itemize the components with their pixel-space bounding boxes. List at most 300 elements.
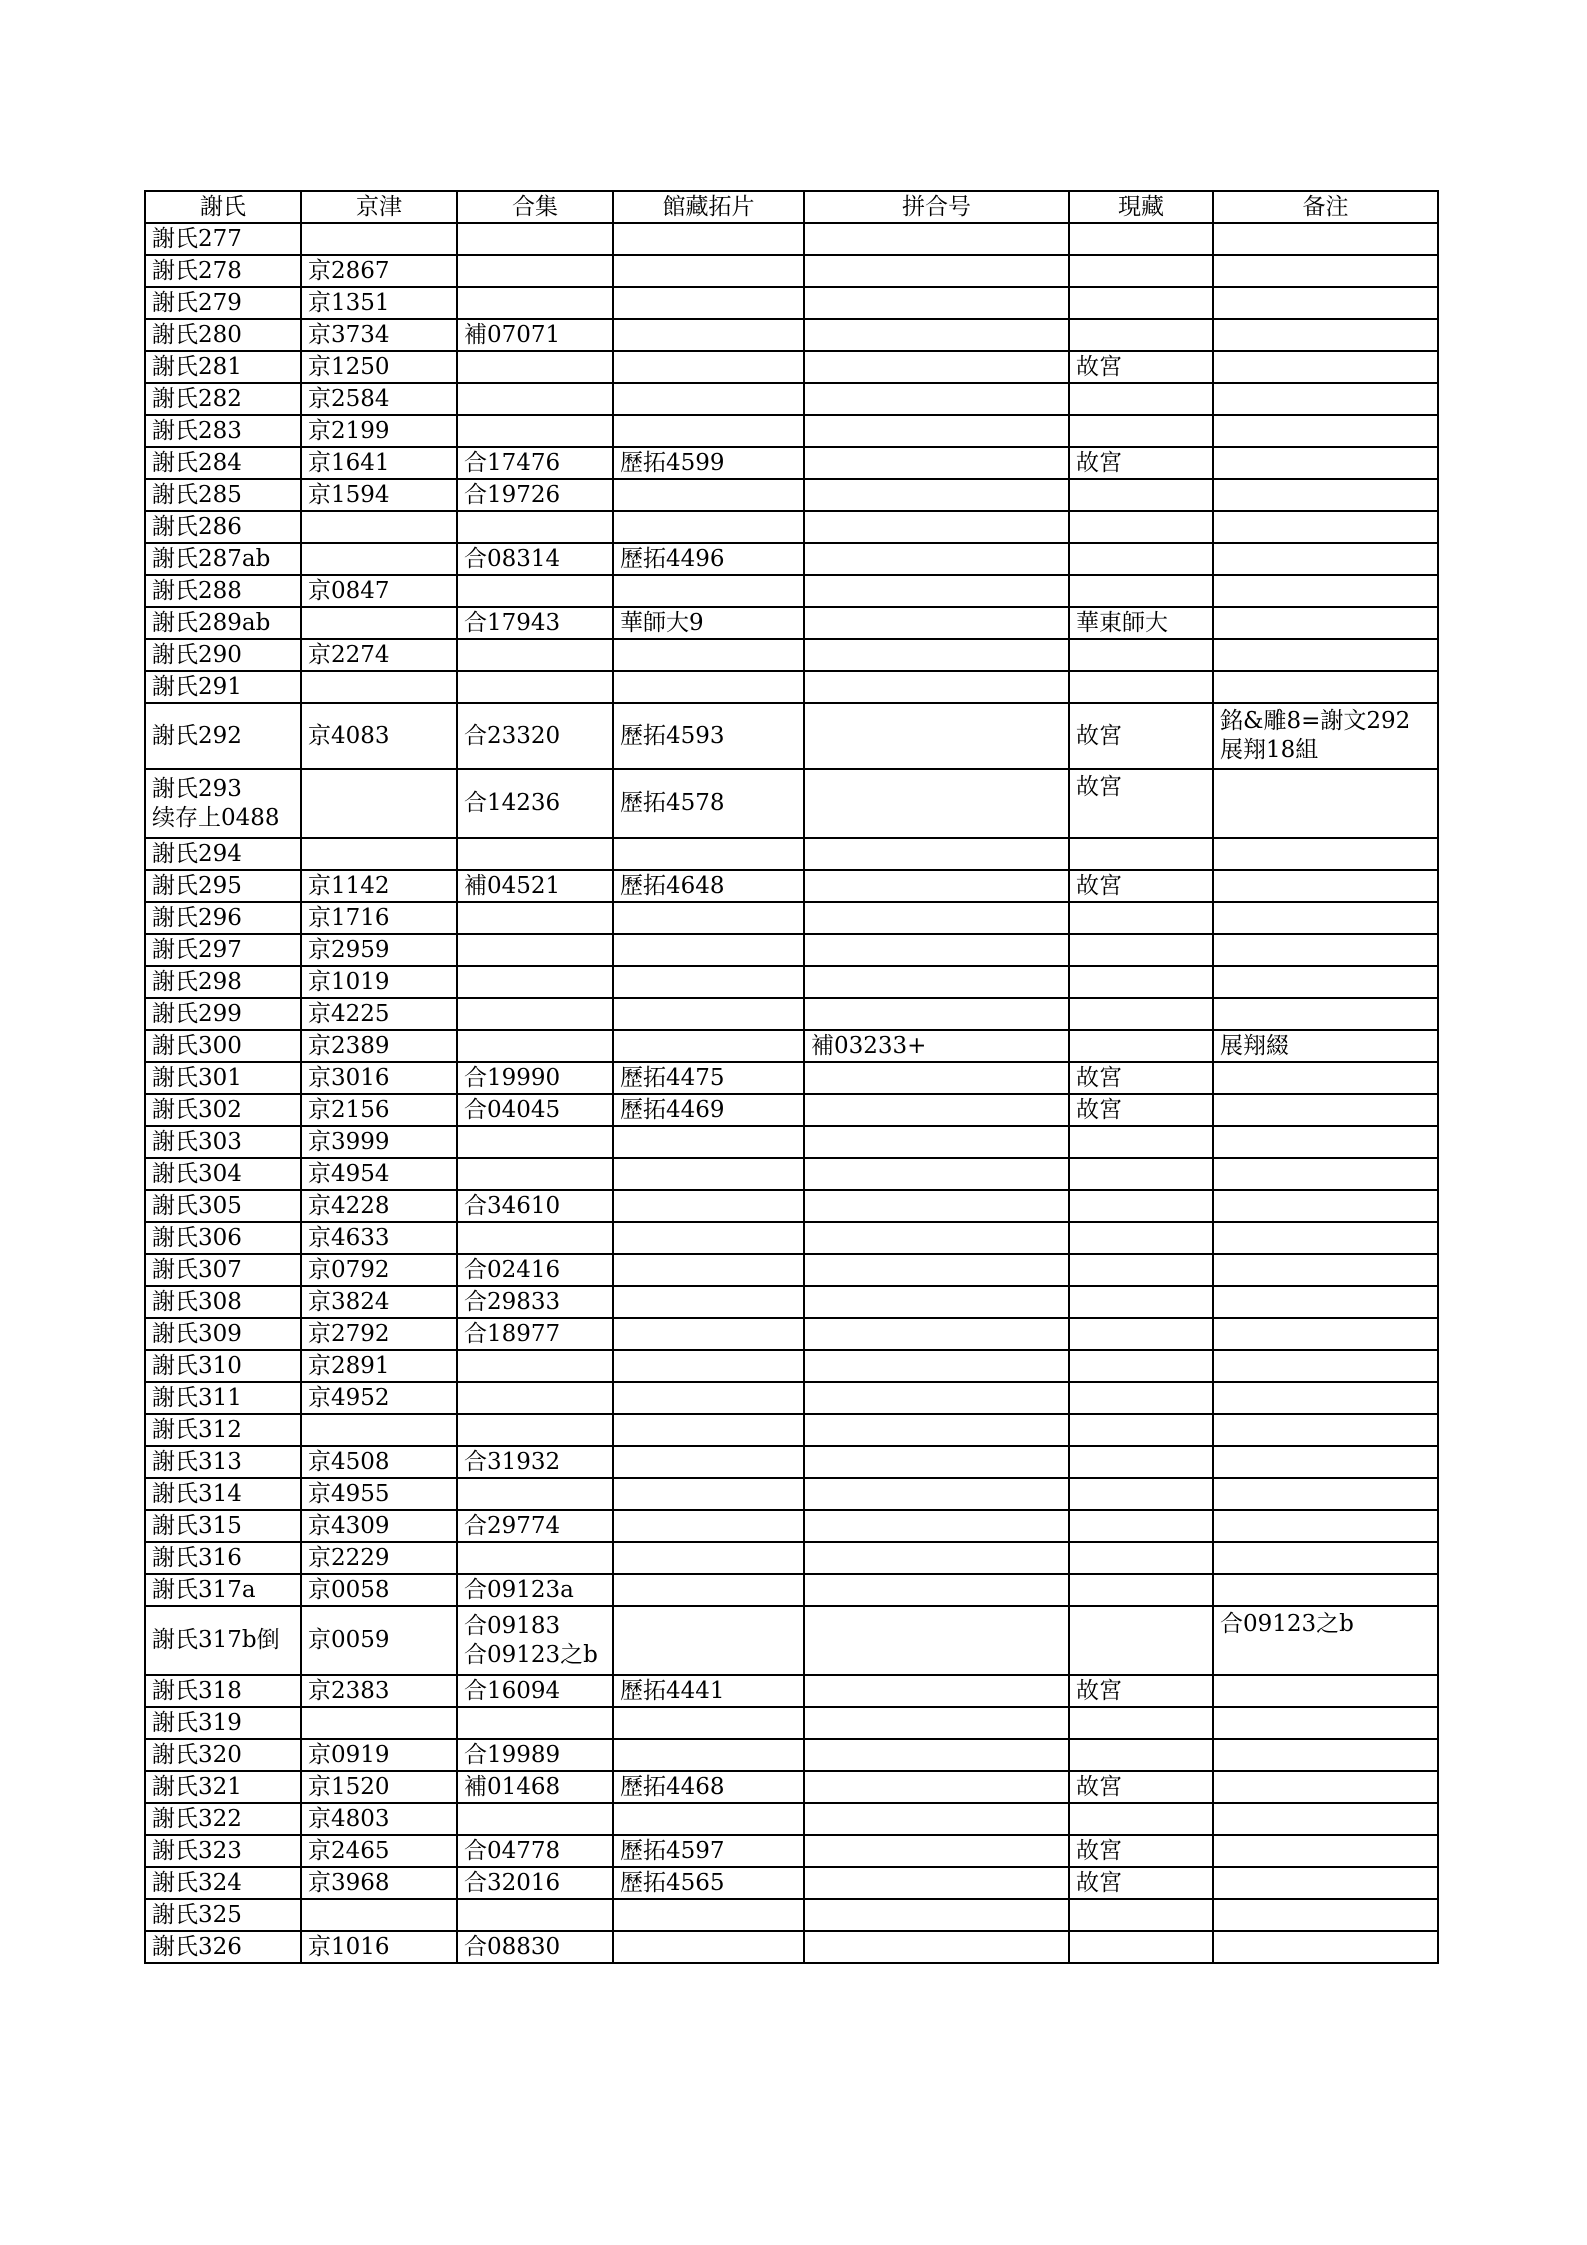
beizhu-cell xyxy=(1213,1771,1438,1803)
beizhu-cell xyxy=(1213,1899,1438,1931)
pinhe-cell xyxy=(804,1254,1069,1286)
guancang-cell xyxy=(613,639,804,671)
guancang-cell xyxy=(613,1542,804,1574)
guancang-cell: 華師大9 xyxy=(613,607,804,639)
cell-line: 续存上0488 xyxy=(152,804,280,831)
beizhu-cell xyxy=(1213,934,1438,966)
heji-cell: 合17943 xyxy=(457,607,613,639)
table-row xyxy=(145,934,1438,966)
beizhu-cell xyxy=(1213,1675,1438,1707)
guancang-cell xyxy=(613,671,804,703)
xieshi-cell: 謝氏308 xyxy=(145,1286,301,1318)
xieshi-cell: 謝氏281 xyxy=(145,351,301,383)
table-row xyxy=(145,1126,1438,1158)
guancang-cell xyxy=(613,1803,804,1835)
table-row xyxy=(145,1446,1438,1478)
table-row xyxy=(145,1478,1438,1510)
xieshi-cell: 謝氏292 xyxy=(145,703,301,769)
table-row xyxy=(145,1286,1438,1318)
xieshi-cell: 謝氏303 xyxy=(145,1126,301,1158)
heji-cell xyxy=(457,1899,613,1931)
table-row xyxy=(145,1094,1438,1126)
pinhe-cell xyxy=(804,1382,1069,1414)
pinhe-cell xyxy=(804,1126,1069,1158)
heji-cell xyxy=(457,934,613,966)
jingjin-cell: 京4508 xyxy=(301,1446,457,1478)
xiancang-cell xyxy=(1069,1350,1213,1382)
table-row xyxy=(145,1414,1438,1446)
heji-cell xyxy=(457,1542,613,1574)
heji-cell xyxy=(457,998,613,1030)
xieshi-cell: 謝氏283 xyxy=(145,415,301,447)
xieshi-cell: 謝氏307 xyxy=(145,1254,301,1286)
jingjin-cell xyxy=(301,769,457,838)
guancang-cell xyxy=(613,511,804,543)
beizhu-cell xyxy=(1213,607,1438,639)
xieshi-cell: 謝氏313 xyxy=(145,1446,301,1478)
xieshi-cell: 謝氏278 xyxy=(145,255,301,287)
guancang-cell xyxy=(613,998,804,1030)
xiancang-cell xyxy=(1069,479,1213,511)
xieshi-cell: 謝氏304 xyxy=(145,1158,301,1190)
xiancang-cell: 故宮 xyxy=(1069,1675,1213,1707)
jingjin-cell: 京2156 xyxy=(301,1094,457,1126)
xiancang-cell xyxy=(1069,287,1213,319)
table-row xyxy=(145,447,1438,479)
table-row xyxy=(145,543,1438,575)
guancang-cell xyxy=(613,1254,804,1286)
beizhu-cell xyxy=(1213,769,1438,838)
heji-cell xyxy=(457,575,613,607)
beizhu-cell xyxy=(1213,1478,1438,1510)
xieshi-cell: 謝氏289ab xyxy=(145,607,301,639)
jingjin-cell: 京3968 xyxy=(301,1867,457,1899)
jingjin-cell: 京4225 xyxy=(301,998,457,1030)
pinhe-cell xyxy=(804,639,1069,671)
beizhu-cell xyxy=(1213,543,1438,575)
heji-cell: 合02416 xyxy=(457,1254,613,1286)
jingjin-cell: 京1019 xyxy=(301,966,457,998)
xieshi-cell: 謝氏309 xyxy=(145,1318,301,1350)
heji-cell xyxy=(457,287,613,319)
jingjin-cell: 京2389 xyxy=(301,1030,457,1062)
table-row xyxy=(145,966,1438,998)
pinhe-cell xyxy=(804,870,1069,902)
guancang-cell xyxy=(613,383,804,415)
jingjin-cell: 京2274 xyxy=(301,639,457,671)
guancang-cell xyxy=(613,415,804,447)
table-row xyxy=(145,575,1438,607)
beizhu-cell xyxy=(1213,838,1438,870)
header-xiancang: 現藏 xyxy=(1069,191,1213,223)
jingjin-cell: 京2891 xyxy=(301,1350,457,1382)
guancang-cell: 歷拓4468 xyxy=(613,1771,804,1803)
heji-cell xyxy=(457,1382,613,1414)
xieshi-cell: 謝氏295 xyxy=(145,870,301,902)
jingjin-cell: 京4952 xyxy=(301,1382,457,1414)
pinhe-cell xyxy=(804,1675,1069,1707)
xieshi-cell: 謝氏305 xyxy=(145,1190,301,1222)
pinhe-cell xyxy=(804,255,1069,287)
heji-cell xyxy=(457,902,613,934)
table-row xyxy=(145,1771,1438,1803)
jingjin-cell: 京2383 xyxy=(301,1675,457,1707)
guancang-cell: 歷拓4441 xyxy=(613,1675,804,1707)
xieshi-cell: 謝氏296 xyxy=(145,902,301,934)
xiancang-cell xyxy=(1069,1931,1213,1963)
jingjin-cell: 京0792 xyxy=(301,1254,457,1286)
pinhe-cell xyxy=(804,934,1069,966)
xiancang-cell xyxy=(1069,1382,1213,1414)
heji-cell: 合08830 xyxy=(457,1931,613,1963)
guancang-cell xyxy=(613,934,804,966)
xiancang-cell xyxy=(1069,1254,1213,1286)
guancang-cell xyxy=(613,902,804,934)
xieshi-cell: 謝氏301 xyxy=(145,1062,301,1094)
beizhu-cell xyxy=(1213,1350,1438,1382)
guancang-cell xyxy=(613,1707,804,1739)
heji-cell: 合18977 xyxy=(457,1318,613,1350)
jingjin-cell xyxy=(301,1707,457,1739)
pinhe-cell xyxy=(804,319,1069,351)
heji-cell xyxy=(457,671,613,703)
pinhe-cell xyxy=(804,1606,1069,1675)
pinhe-cell xyxy=(804,383,1069,415)
xieshi-cell: 謝氏311 xyxy=(145,1382,301,1414)
guancang-cell xyxy=(613,1574,804,1606)
table-row xyxy=(145,703,1438,769)
beizhu-cell: 展翔綴 xyxy=(1213,1030,1438,1062)
jingjin-cell: 京3734 xyxy=(301,319,457,351)
table-row xyxy=(145,1606,1438,1675)
table-row xyxy=(145,1158,1438,1190)
xiancang-cell xyxy=(1069,1739,1213,1771)
xiancang-cell: 故宮 xyxy=(1069,769,1213,838)
xieshi-cell: 謝氏279 xyxy=(145,287,301,319)
beizhu-cell xyxy=(1213,966,1438,998)
table-row xyxy=(145,1574,1438,1606)
guancang-cell xyxy=(613,319,804,351)
header-guancang-tapian: 館藏拓片 xyxy=(613,191,804,223)
guancang-cell xyxy=(613,1350,804,1382)
heji-cell: 合29833 xyxy=(457,1286,613,1318)
cell-line: 銘&雕8=謝文292 xyxy=(1220,708,1411,734)
xiancang-cell xyxy=(1069,415,1213,447)
xiancang-cell xyxy=(1069,1190,1213,1222)
guancang-cell xyxy=(613,1158,804,1190)
table-row xyxy=(145,1382,1438,1414)
pinhe-cell xyxy=(804,511,1069,543)
guancang-cell: 歷拓4475 xyxy=(613,1062,804,1094)
heji-cell: 合23320 xyxy=(457,703,613,769)
table-row xyxy=(145,1707,1438,1739)
table-row xyxy=(145,319,1438,351)
guancang-cell xyxy=(613,838,804,870)
jingjin-cell xyxy=(301,838,457,870)
xiancang-cell xyxy=(1069,319,1213,351)
pinhe-cell xyxy=(804,838,1069,870)
beizhu-cell xyxy=(1213,1254,1438,1286)
guancang-cell: 歷拓4599 xyxy=(613,447,804,479)
jingjin-cell xyxy=(301,511,457,543)
xiancang-cell: 故宮 xyxy=(1069,447,1213,479)
beizhu-cell xyxy=(1213,1382,1438,1414)
guancang-cell xyxy=(613,287,804,319)
beizhu-cell xyxy=(1213,1803,1438,1835)
beizhu-cell xyxy=(1213,319,1438,351)
table-row xyxy=(145,479,1438,511)
pinhe-cell xyxy=(804,671,1069,703)
cell-line: 謝氏293 xyxy=(152,775,242,802)
pinhe-cell xyxy=(804,287,1069,319)
xieshi-cell: 謝氏326 xyxy=(145,1931,301,1963)
jingjin-cell: 京2199 xyxy=(301,415,457,447)
xiancang-cell xyxy=(1069,1318,1213,1350)
heji-cell xyxy=(457,1803,613,1835)
table-row xyxy=(145,870,1438,902)
beizhu-cell xyxy=(1213,351,1438,383)
jingjin-cell: 京2229 xyxy=(301,1542,457,1574)
guancang-cell xyxy=(613,1739,804,1771)
heji-cell: 合08314 xyxy=(457,543,613,575)
pinhe-cell xyxy=(804,1835,1069,1867)
jingjin-cell: 京0059 xyxy=(301,1606,457,1675)
beizhu-cell xyxy=(1213,1094,1438,1126)
jingjin-cell: 京1142 xyxy=(301,870,457,902)
beizhu-cell xyxy=(1213,1739,1438,1771)
table-row xyxy=(145,1542,1438,1574)
xiancang-cell xyxy=(1069,1030,1213,1062)
table-row xyxy=(145,1030,1438,1062)
pinhe-cell xyxy=(804,1190,1069,1222)
xiancang-cell xyxy=(1069,1574,1213,1606)
xiancang-cell xyxy=(1069,838,1213,870)
heji-cell: 合04778 xyxy=(457,1835,613,1867)
table-row xyxy=(145,1062,1438,1094)
xiancang-cell xyxy=(1069,1286,1213,1318)
xiancang-cell xyxy=(1069,1803,1213,1835)
heji-cell: 合19726 xyxy=(457,479,613,511)
table-row xyxy=(145,511,1438,543)
xieshi-cell: 謝氏321 xyxy=(145,1771,301,1803)
table-row xyxy=(145,383,1438,415)
jingjin-cell: 京3016 xyxy=(301,1062,457,1094)
beizhu-cell xyxy=(1213,1190,1438,1222)
xieshi-cell: 謝氏323 xyxy=(145,1835,301,1867)
pinhe-cell xyxy=(804,1062,1069,1094)
pinhe-cell xyxy=(804,1803,1069,1835)
xiancang-cell: 故宮 xyxy=(1069,1771,1213,1803)
xiancang-cell xyxy=(1069,543,1213,575)
xieshi-cell: 謝氏317b倒 xyxy=(145,1606,301,1675)
guancang-cell xyxy=(613,575,804,607)
heji-cell xyxy=(457,255,613,287)
pinhe-cell xyxy=(804,415,1069,447)
guancang-cell xyxy=(613,1318,804,1350)
guancang-cell xyxy=(613,1414,804,1446)
xiancang-cell: 華東師大 xyxy=(1069,607,1213,639)
heji-cell xyxy=(457,1414,613,1446)
beizhu-cell xyxy=(1213,1158,1438,1190)
xiancang-cell xyxy=(1069,639,1213,671)
heji-cell xyxy=(457,351,613,383)
pinhe-cell xyxy=(804,1318,1069,1350)
jingjin-cell: 京4228 xyxy=(301,1190,457,1222)
jingjin-cell xyxy=(301,607,457,639)
heji-cell xyxy=(457,1030,613,1062)
guancang-cell: 歷拓4597 xyxy=(613,1835,804,1867)
jingjin-cell: 京4633 xyxy=(301,1222,457,1254)
heji-cell: 合19990 xyxy=(457,1062,613,1094)
guancang-cell xyxy=(613,479,804,511)
jingjin-cell: 京4954 xyxy=(301,1158,457,1190)
pinhe-cell xyxy=(804,1478,1069,1510)
beizhu-cell xyxy=(1213,1542,1438,1574)
pinhe-cell xyxy=(804,1094,1069,1126)
jingjin-cell: 京1351 xyxy=(301,287,457,319)
header-xieshi: 謝氏 xyxy=(145,191,301,223)
xieshi-cell: 謝氏300 xyxy=(145,1030,301,1062)
table-row xyxy=(145,1350,1438,1382)
heji-cell xyxy=(457,1350,613,1382)
xiancang-cell xyxy=(1069,255,1213,287)
heji-cell xyxy=(457,1222,613,1254)
pinhe-cell xyxy=(804,1446,1069,1478)
header-jingjin: 京津 xyxy=(301,191,457,223)
jingjin-cell: 京2465 xyxy=(301,1835,457,1867)
pinhe-cell xyxy=(804,1510,1069,1542)
jingjin-cell xyxy=(301,1414,457,1446)
heji-cell: 合29774 xyxy=(457,1510,613,1542)
table-body xyxy=(145,223,1438,1963)
table-row xyxy=(145,1318,1438,1350)
guancang-cell xyxy=(613,255,804,287)
xieshi-cell: 謝氏291 xyxy=(145,671,301,703)
pinhe-cell xyxy=(804,543,1069,575)
xieshi-cell: 謝氏319 xyxy=(145,1707,301,1739)
beizhu-cell xyxy=(1213,1574,1438,1606)
beizhu-cell xyxy=(1213,1510,1438,1542)
xiancang-cell: 故宮 xyxy=(1069,351,1213,383)
heji-cell xyxy=(457,383,613,415)
xiancang-cell xyxy=(1069,575,1213,607)
heji-cell xyxy=(457,415,613,447)
heji-cell xyxy=(457,1126,613,1158)
pinhe-cell xyxy=(804,998,1069,1030)
pinhe-cell: 補03233+ xyxy=(804,1030,1069,1062)
beizhu-cell xyxy=(1213,870,1438,902)
xiancang-cell: 故宮 xyxy=(1069,1835,1213,1867)
xieshi-cell: 謝氏324 xyxy=(145,1867,301,1899)
jingjin-cell xyxy=(301,1899,457,1931)
xiancang-cell xyxy=(1069,998,1213,1030)
pinhe-cell xyxy=(804,1222,1069,1254)
xieshi-cell: 謝氏315 xyxy=(145,1510,301,1542)
heji-cell xyxy=(457,838,613,870)
xiancang-cell xyxy=(1069,1707,1213,1739)
heji-cell: 合17476 xyxy=(457,447,613,479)
pinhe-cell xyxy=(804,1771,1069,1803)
guancang-cell xyxy=(613,1030,804,1062)
pinhe-cell xyxy=(804,351,1069,383)
xieshi-cell: 謝氏314 xyxy=(145,1478,301,1510)
jingjin-cell: 京0058 xyxy=(301,1574,457,1606)
jingjin-cell: 京1641 xyxy=(301,447,457,479)
xieshi-cell: 謝氏318 xyxy=(145,1675,301,1707)
pinhe-cell xyxy=(804,1286,1069,1318)
heji-cell: 合09123a xyxy=(457,1574,613,1606)
pinhe-cell xyxy=(804,1931,1069,1963)
xieshi-cell: 謝氏288 xyxy=(145,575,301,607)
xieshi-cell: 謝氏312 xyxy=(145,1414,301,1446)
beizhu-cell xyxy=(1213,639,1438,671)
table-row xyxy=(145,1254,1438,1286)
beizhu-cell xyxy=(1213,998,1438,1030)
jingjin-cell xyxy=(301,223,457,255)
heji-cell: 補01468 xyxy=(457,1771,613,1803)
beizhu-cell xyxy=(1213,1707,1438,1739)
jingjin-cell: 京2584 xyxy=(301,383,457,415)
beizhu-cell xyxy=(1213,255,1438,287)
xieshi-cell: 謝氏299 xyxy=(145,998,301,1030)
guancang-cell xyxy=(613,1510,804,1542)
xiancang-cell xyxy=(1069,1446,1213,1478)
heji-cell: 補07071 xyxy=(457,319,613,351)
xiancang-cell xyxy=(1069,1899,1213,1931)
jingjin-cell: 京1520 xyxy=(301,1771,457,1803)
xieshi-cell: 謝氏277 xyxy=(145,223,301,255)
xiancang-cell xyxy=(1069,1126,1213,1158)
xieshi-cell: 謝氏316 xyxy=(145,1542,301,1574)
beizhu-cell xyxy=(1213,1931,1438,1963)
xieshi-cell: 謝氏294 xyxy=(145,838,301,870)
xiancang-cell xyxy=(1069,1478,1213,1510)
xiancang-cell xyxy=(1069,934,1213,966)
table-row xyxy=(145,1510,1438,1542)
table-row xyxy=(145,1675,1438,1707)
heji-cell xyxy=(457,223,613,255)
guancang-cell: 歷拓4593 xyxy=(613,703,804,769)
pinhe-cell xyxy=(804,1899,1069,1931)
xieshi-cell: 謝氏280 xyxy=(145,319,301,351)
jingjin-cell: 京2867 xyxy=(301,255,457,287)
xieshi-cell: 謝氏320 xyxy=(145,1739,301,1771)
beizhu-cell xyxy=(1213,1867,1438,1899)
guancang-cell xyxy=(613,966,804,998)
heji-cell xyxy=(457,639,613,671)
table-row xyxy=(145,223,1438,255)
xieshi-cell: 謝氏322 xyxy=(145,1803,301,1835)
pinhe-cell xyxy=(804,479,1069,511)
beizhu-cell xyxy=(1213,1446,1438,1478)
heji-cell xyxy=(457,1606,613,1675)
guancang-cell xyxy=(613,223,804,255)
beizhu-cell xyxy=(1213,383,1438,415)
heji-cell: 合31932 xyxy=(457,1446,613,1478)
xieshi-cell: 謝氏290 xyxy=(145,639,301,671)
xieshi-cell: 謝氏298 xyxy=(145,966,301,998)
beizhu-cell xyxy=(1213,902,1438,934)
beizhu-cell xyxy=(1213,447,1438,479)
pinhe-cell xyxy=(804,223,1069,255)
xiancang-cell xyxy=(1069,1414,1213,1446)
jingjin-cell: 京4309 xyxy=(301,1510,457,1542)
jingjin-cell: 京2959 xyxy=(301,934,457,966)
guancang-cell: 歷拓4496 xyxy=(613,543,804,575)
header-heji: 合集 xyxy=(457,191,613,223)
pinhe-cell xyxy=(804,1350,1069,1382)
xiancang-cell: 故宮 xyxy=(1069,1867,1213,1899)
